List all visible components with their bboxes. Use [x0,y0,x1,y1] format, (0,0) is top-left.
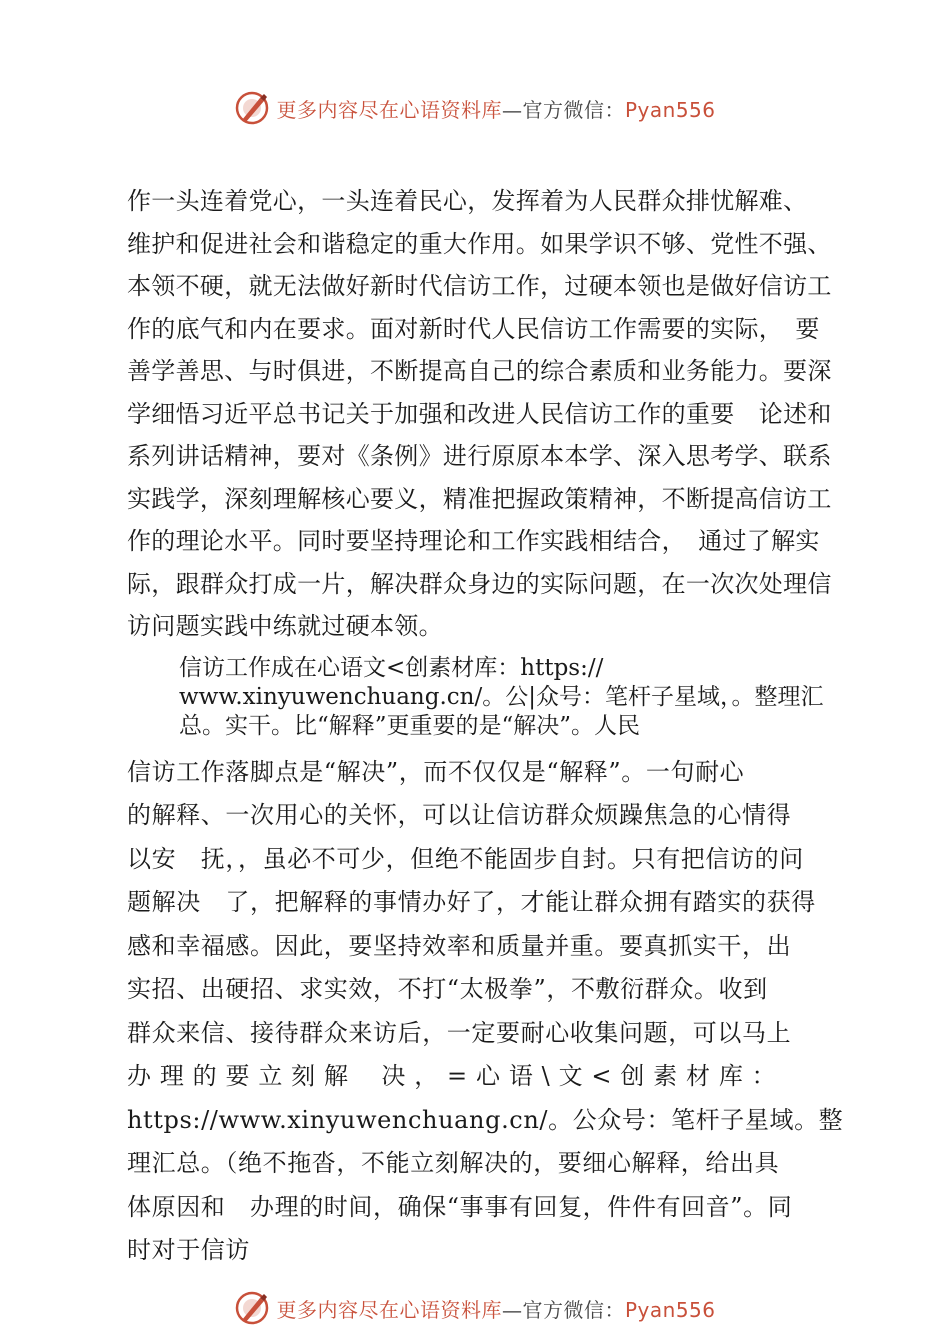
text-line: 系列讲话精神，要对《条例》进行原原本本学、深入思考学、联系 [127,442,832,470]
footer-banner [0,1288,950,1328]
text-line: 维护和促进社会和谐稳定的重大作用。如果学识不够、党性不强、 [127,229,832,258]
text-line: 以安 抚，，虽必不可少，但绝不能固步自封。只有把信访的问 [127,844,804,873]
text-line: 实践学，深刻理解核心要义，精准把握政策精神，不断提高信访工 [127,484,832,513]
header-banner-main: 更多内容尽在心语资料库 [276,97,502,122]
header-banner-text [276,94,715,123]
paragraph-1 [127,180,843,648]
text-line: 作一头连着党心，一头连着民心，发挥着为人民群众排忧解难、 [127,187,808,215]
inset-line: www.xinyuwenchuang.cn/。公|众号：笔杆子星域，。整理汇 [179,683,824,710]
text-line: 实招、出硬招、求实效，不打“太极拳”，不敷衍群众。收到 [127,975,768,1003]
pen-logo-icon [234,1290,270,1326]
text-line: 作的理论水平。同时要坚持理论和工作实践相结合， 通过了解实 [127,527,820,555]
document-body [127,180,843,1273]
pen-logo-icon [234,90,270,126]
text-line: 感和幸福感。因此，要坚持效率和质量并重。要真抓实干，出 [127,931,792,960]
inset-line: 信访工作成在心语文<创素材库：https:// [179,654,604,681]
paragraph-2 [127,751,843,1273]
text-line: 善学善思、与时俱进，不断提高自己的综合素质和业务能力。要深 [127,357,832,385]
footer-banner-main: 更多内容尽在心语资料库 [276,1297,502,1322]
footer-banner-dash: — [501,1297,523,1322]
text-line: 本领不硬，就无法做好新时代信访工作，过硬本领也是做好信访工 [127,272,832,300]
text-line: 体原因和 办理的时间，确保“事事有回复，件件有回音”。同 [127,1192,793,1221]
footer-banner-sub: 官方微信： [522,1297,625,1322]
header-banner-sub: 官方微信： [522,97,625,122]
text-line: 访问题实践中练就过硬本领。 [127,612,443,640]
inset-block [179,654,843,741]
text-line: 题解决 了，把解释的事情办好了，才能让群众拥有踏实的获得 [127,888,816,916]
text-line: 的解释、一次用心的关怀，可以让信访群众烦躁焦急的心情得 [127,801,792,829]
footer-banner-text [276,1294,715,1323]
footer-banner-id: Pyan556 [624,1297,716,1322]
text-line: 理汇总。（绝不拖沓，不能立刻解决的，要细心解释，给出具 [127,1149,780,1177]
header-banner-id: Pyan556 [624,97,716,122]
header-banner-dash: — [501,97,523,122]
text-line: 际，跟群众打成一片，解决群众身边的实际问题，在一次次处理信 [127,569,832,598]
text-line: 时对于信访 [127,1236,250,1264]
text-line: 群众来信、接待群众来访后，一定要耐心收集问题，可以马上 [127,1018,792,1047]
header-banner [0,88,950,128]
text-line: https://www.xinyuwenchuang.cn/。公众号：笔杆子星域。整 [127,1105,844,1134]
inset-line: 总。实干。比“解释”更重要的是“解决”。人民 [179,712,641,739]
text-line: 学细悟习近平总书记关于加强和改进人民信访工作的重要 论述和 [127,399,832,428]
text-line: 信访工作落脚点是“解决”，而不仅仅是“解释”。一句耐心 [127,757,745,786]
text-line: 办 理 的 要 立 刻 解 决 ， = 心 语 \ 文 < 创 素 材 库 ： [127,1062,777,1090]
text-line: 作的底气和内在要求。面对新时代人民信访工作需要的实际， 要 [127,314,820,343]
